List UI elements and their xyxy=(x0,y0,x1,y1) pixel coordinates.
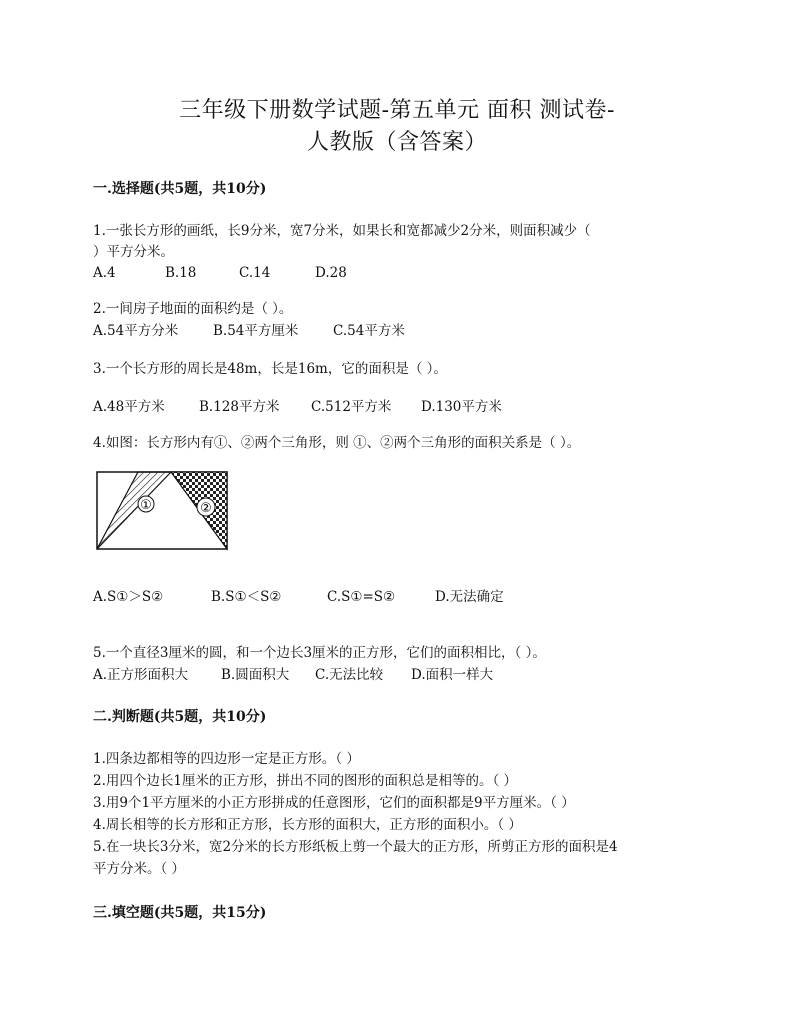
q3-option-c: C.512平方米 xyxy=(311,399,392,415)
q4-option-b: B.S①＜S② xyxy=(211,589,282,605)
q1-option-d: D.28 xyxy=(315,265,347,281)
q1-option-a: A.4 xyxy=(93,265,116,281)
q1-stem-line2: ）平方分米。 xyxy=(93,244,174,260)
judge-item-4: 4.周长相等的长方形和正方形，长方形的面积大，正方形的面积小。（ ） xyxy=(93,817,522,833)
q4-option-d: D.无法确定 xyxy=(435,589,504,605)
section2-heading: 二.判断题(共5题，共10分) xyxy=(93,709,267,725)
q1-option-c: C.14 xyxy=(239,265,271,281)
q3-option-a: A.48平方米 xyxy=(93,399,165,415)
triangle-1-label: ① xyxy=(140,498,152,513)
q1-option-b: B.18 xyxy=(165,265,197,281)
q3-stem: 3.一个长方形的周长是48m，长是16m，它的面积是（ ）。 xyxy=(93,361,447,377)
q5-stem: 5.一个直径3厘米的圆，和一个边长3厘米的正方形，它们的面积相比，（ ）。 xyxy=(93,645,546,661)
q5-option-d: D.面积一样大 xyxy=(411,667,494,683)
page-title-line2: 人教版（含答案） xyxy=(306,130,487,155)
q4-option-c: C.S①=S② xyxy=(327,589,396,605)
q2-stem: 2.一间房子地面的面积约是（ ）。 xyxy=(93,301,293,317)
q3-option-b: B.128平方米 xyxy=(199,399,280,415)
page-title-line1: 三年级下册数学试题-第五单元 面积 测试卷- xyxy=(179,98,615,123)
judge-item-2: 2.用四个边长1厘米的正方形，拼出不同的图形的面积总是相等的。（ ） xyxy=(93,773,518,789)
judge-item-5-line2: 平方分米。（ ） xyxy=(93,861,186,877)
q2-option-b: B.54平方厘米 xyxy=(213,323,299,339)
judge-item-5: 5.在一块长3分米，宽2分米的长方形纸板上剪一个最大的正方形，所剪正方形的面积是4 xyxy=(93,839,618,855)
q5-option-c: C.无法比较 xyxy=(315,667,384,683)
q4-option-a: A.S①＞S② xyxy=(93,589,164,605)
q4-rectangle-figure xyxy=(96,470,230,552)
q4-stem: 4.如图：长方形内有①、②两个三角形，则 ①、②两个三角形的面积关系是（ ）。 xyxy=(93,435,581,451)
section3-heading: 三.填空题(共5题，共15分) xyxy=(93,905,267,921)
q3-option-d: D.130平方米 xyxy=(421,399,502,415)
q2-option-c: C.54平方米 xyxy=(333,323,405,339)
judge-item-3: 3.用9个1平方厘米的小正方形拼成的任意图形，它们的面积都是9平方厘米。（ ） xyxy=(93,795,575,811)
q2-option-a: A.54平方分米 xyxy=(93,323,179,339)
q1-stem-line1: 1.一张长方形的画纸，长9分米，宽7分米，如果长和宽都减少2分米，则面积减少（ xyxy=(93,223,591,239)
triangle-2-label: ② xyxy=(200,501,212,516)
judge-item-1: 1.四条边都相等的四边形一定是正方形。（ ） xyxy=(93,751,360,767)
section1-heading: 一.选择题(共5题，共10分) xyxy=(93,181,267,197)
q5-option-b: B.圆面积大 xyxy=(221,667,290,683)
q5-option-a: A.正方形面积大 xyxy=(93,667,189,683)
